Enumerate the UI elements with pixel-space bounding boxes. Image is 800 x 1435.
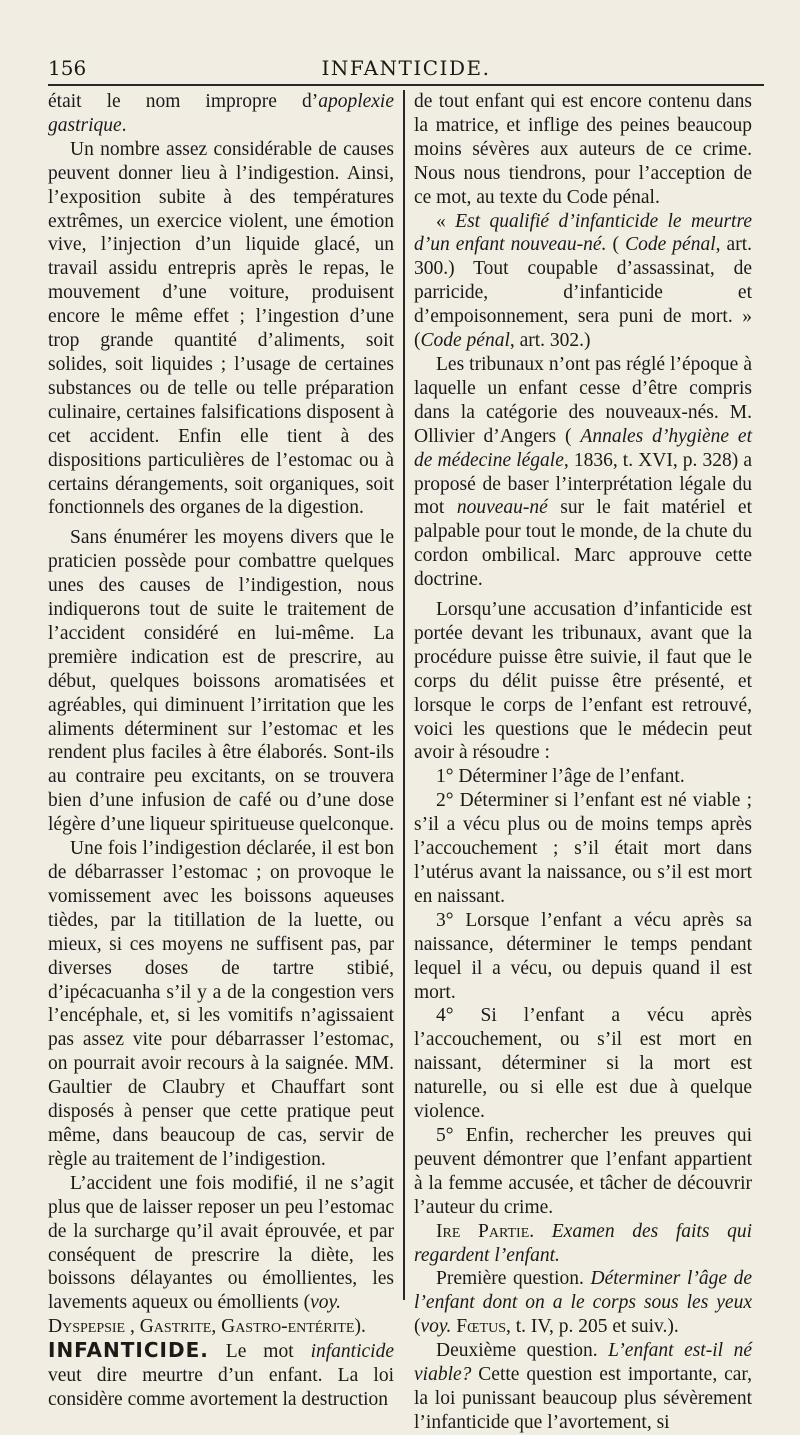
paragraph: Une fois l’indigestion déclarée, il est bon de débarrasser l’estomac ; on provoque le vomissement avec les boissons aqueuses tièdes, par la titillation de la luette, ou mieux, si ces moyens ne suffisent pas, par diverses doses de tartre stibié, d’ipécacuanha s’il y a de la congestion vers l’encéphale, et, si les vomitifs n’agissaient pas assez vite pour débarrasser l’estomac, on pourrait avoir recours à la saignée. MM. Gaultier de Claubry et Chauffart sont disposés à penser que cette pratique peut même, dans beaucoup de cas, servir de règle au traitement de l’indigestion.: [48, 838, 394, 1170]
paragraph: Un nombre assez considérable de causes peuvent donner lieu à l’indigestion. Ainsi, l’exposition subite à des températures extrêmes, un exercice violent, une émotion vive, l’injection d’un liquide glacé, un travail assidu entrepris après le repas, le mouvement d’une voiture, produisent encore le même effet ; l’ingestion d’une trop grande quantité d’aliments, soit solides, soit liquides ; l’usage de certaines substances ou de telle ou telle préparation culinaire, certaines falsifications disposent à cet accident. Enfin elle tient à des dispositions particulières de l’estomac ou à certains dérangements, soit organiques, soit fonctionnels des organes de la digestion.: [48, 138, 394, 519]
cross-reference: Dyspepsie , Gastrite, Gastro-entérite: [48, 1316, 355, 1338]
paragraph: Sans énumérer les moyens divers que le praticien possède pour combattre quelques unes des causes de l’indigestion, nous indiquerons tout de suite le traitement de l’accident considéré en lui-même. La première indication est de prescrire, au début, quelques boissons aromatisées et agréables, qui diminuent l’irritation que les aliments déterminent sur l’estomac et les rendent plus faciles à être élaborés. Sont-ils au contraire peu excitants, on se trouvera bien d’une infusion de café ou d’une dose légère d’une liqueur spiritueuse quelconque.: [48, 527, 395, 836]
paragraph: Les tribunaux n’ont pas réglé l’époque à laquelle un enfant cesse d’être compris dans la catégorie des nouveaux-nés. M. Ollivier d’Angers ( Annales d’hygiène et de médecine légale, 1836, t. XVI, p. 328) a proposé de baser l’interprétation légale du mot nouveau-né sur le fait matériel et palpable pour tout le monde, de la chute du cordon ombilical. Marc approuve cette doctrine.: [414, 353, 752, 591]
paragraph: était le nom impropre d’apoplexie gastrique.: [48, 91, 394, 136]
paragraph: L’accident une fois modifié, il ne s’agit plus que de laisser reposer un peu l’estomac de la surcharge qu’il avait éprouvée, et par conséquent de prescrire la diète, les boissons délayantes ou émollientes, les lavements aqueux ou émollients (voy. Dyspepsie , Gastrite, Gastro-entérite).: [48, 1172, 394, 1338]
section-heading: Ire Partie. Examen des faits qui regardent l’enfant.: [414, 1220, 752, 1266]
dictionary-entry: INFANTICIDE. Le mot infanticide veut dire meurtre d’un enfant. La loi considère comme avortement la destruction: [48, 1338, 394, 1410]
question-item: 5° Enfin, rechercher les preuves qui peuvent démontrer que l’enfant appartient à la femme accusée, et tâcher de découvrir l’auteur du crime.: [414, 1124, 752, 1218]
right-column: [414, 90, 752, 1435]
question-item: 2° Déterminer si l’enfant est né viable ; s’il a vécu plus ou de moins temps après l’accouchement ; s’il était mort dans l’utérus avant la naissance, ou s’il est mort en naissant.: [414, 790, 752, 907]
entry-headword: INFANTICIDE.: [48, 1338, 209, 1363]
column-divider: [403, 90, 405, 1300]
left-column: [48, 90, 394, 1412]
question-item: 3° Lorsque l’enfant a vécu après sa naissance, déterminer le temps pendant lequel il a vécu, ou depuis quand il est mort.: [414, 909, 752, 1003]
running-header: [48, 56, 764, 86]
question-item: 1° Déterminer l’âge de l’enfant.: [436, 766, 685, 788]
question-heading: Première question. Déterminer l’âge de l’enfant dont on a le corps sous les yeux (voy. Fœtus, t. IV, p. 205 et suiv.).: [414, 1268, 752, 1338]
paragraph: de tout enfant qui est encore contenu dans la matrice, et inflige des peines beaucoup moins sévères aux auteurs de ce crime. Nous nous tiendrons, pour l’acception de ce mot, au texte du Code pénal.: [414, 91, 752, 208]
question-heading: Deuxième question. L’enfant est-il né viable? Cette question est importante, car, la loi punissant beaucoup plus sévèrement l’infanticide que l’avortement, si: [414, 1340, 752, 1433]
paragraph: Lorsqu’une accusation d’infanticide est portée devant les tribunaux, avant que la procédure puisse être suivie, il faut que le corps du délit puisse être présenté, et lorsque le corps de l’enfant est retrouvé, voici les questions que le médecin peut avoir à résoudre :: [414, 599, 752, 764]
running-title: INFANTICIDE.: [321, 56, 491, 80]
quotation: « Est qualifié d’infanticide le meurtre d’un enfant nouveau-né. ( Code pénal, art. 300.) Tout coupable d’assassinat, de parricide, d’infanticide et d’empoisonnement, sera puni de mort. » (Code pénal, art. 302.): [414, 210, 753, 352]
question-item: 4° Si l’enfant a vécu après l’accouchement, ou s’il est mort en naissant, déterminer si la mort est naturelle, ou si elle est due à quelque violence.: [414, 1005, 752, 1123]
page-number: 156: [48, 56, 87, 80]
